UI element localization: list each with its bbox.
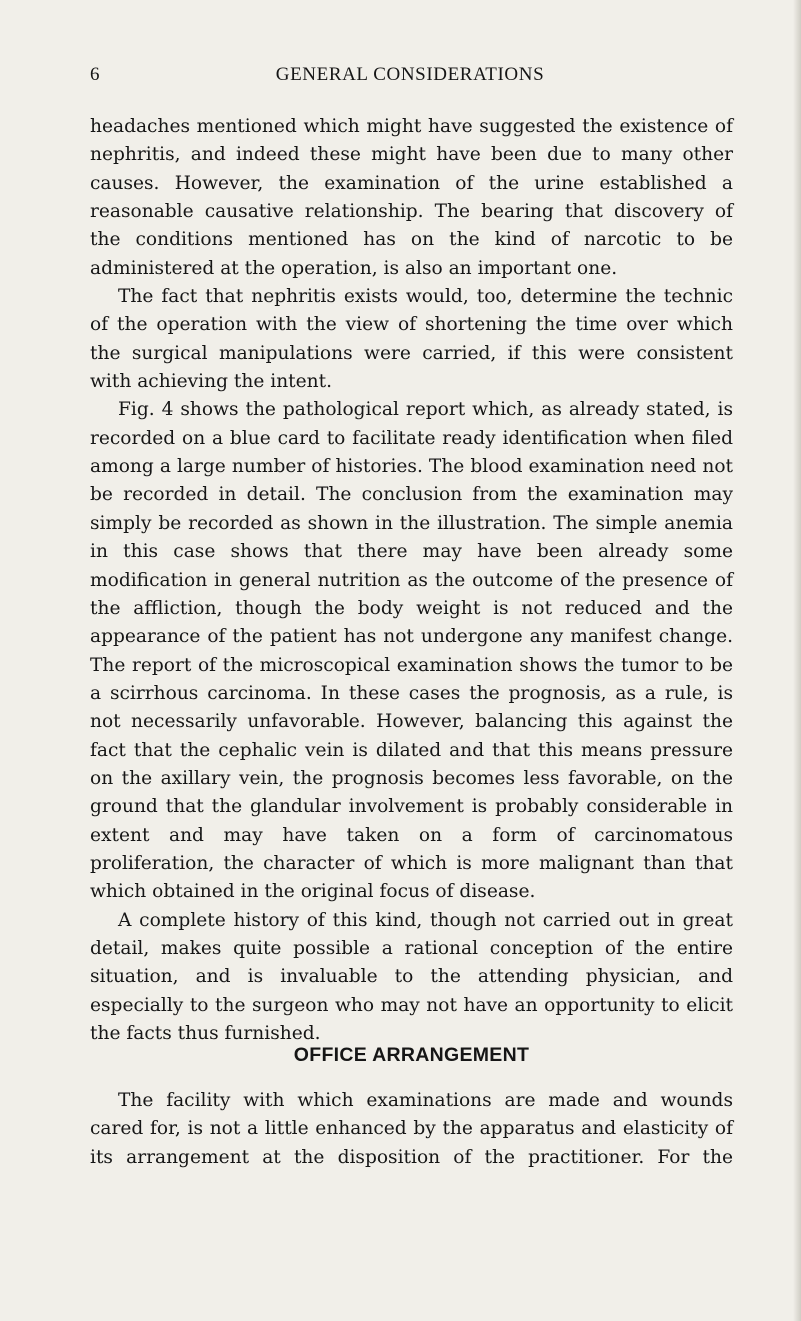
paragraph-1: headaches mentioned which might have suggested the existence of nephritis, and indeed these might have been due to many other causes. However, the examination of the urine established a reasonable causative relationship. The bearing that discovery of the conditions mentioned has on the kind of narcotic to be administered at the operation, is also an important one. [90,116,733,279]
paragraph-4: A complete history of this kind, though not carried out in great detail, makes quite possible a rational conception of the entire situation, and is invaluable to the attending physician, and especially to the surgeon who may not have an opportunity to elicit the facts thus furnished. [90,909,733,1044]
body-text [90,113,733,1048]
section-paragraph: The facility with which examinations are made and wounds cared for, is not a little enhanced by the apparatus and elasticity of its arrangement at the disposition of the practitioner. For the [90,1090,733,1168]
section-heading: OFFICE ARRANGEMENT [293,1044,530,1066]
page-edge-shadow [793,0,801,1321]
running-title: GENERAL CONSIDERATIONS [275,64,545,85]
paragraph-2: The fact that nephritis exists would, too, determine the technic of the operation with the view of shortening the time over which the surgical manipulations were carried, if this were consistent with achieving the intent. [90,286,733,393]
paragraph-3: Fig. 4 shows the pathological report which, as already stated, is recorded on a blue card to facilitate ready identification when filed among a large number of histories. The blood examination need not be recorded in detail. The conclusion from the examination may simply be recorded as shown in the illustration. The simple anemia in this case shows that there may have been already some modification in general nutrition as the outcome of the presence of the affliction, though the body weight is not reduced and the appearance of the patient has not undergone any manifest change. The report of the microscopical examination shows the tumor to be a scirrhous carcinoma. In these cases the prognosis, as a rule, is not necessarily unfavorable. However, balancing this against the fact that the cephalic vein is dilated and that this means pressure on the axillary vein, the prognosis becomes less favorable, on the ground that the glandular involvement is probably considerable in extent and may have taken on a form of carcinomatous proliferation, the character of which is more malignant than that which obtained in the original focus of disease. [90,399,733,903]
running-head [90,64,730,90]
section-text [90,1087,733,1172]
page-number: 6 [90,64,101,85]
